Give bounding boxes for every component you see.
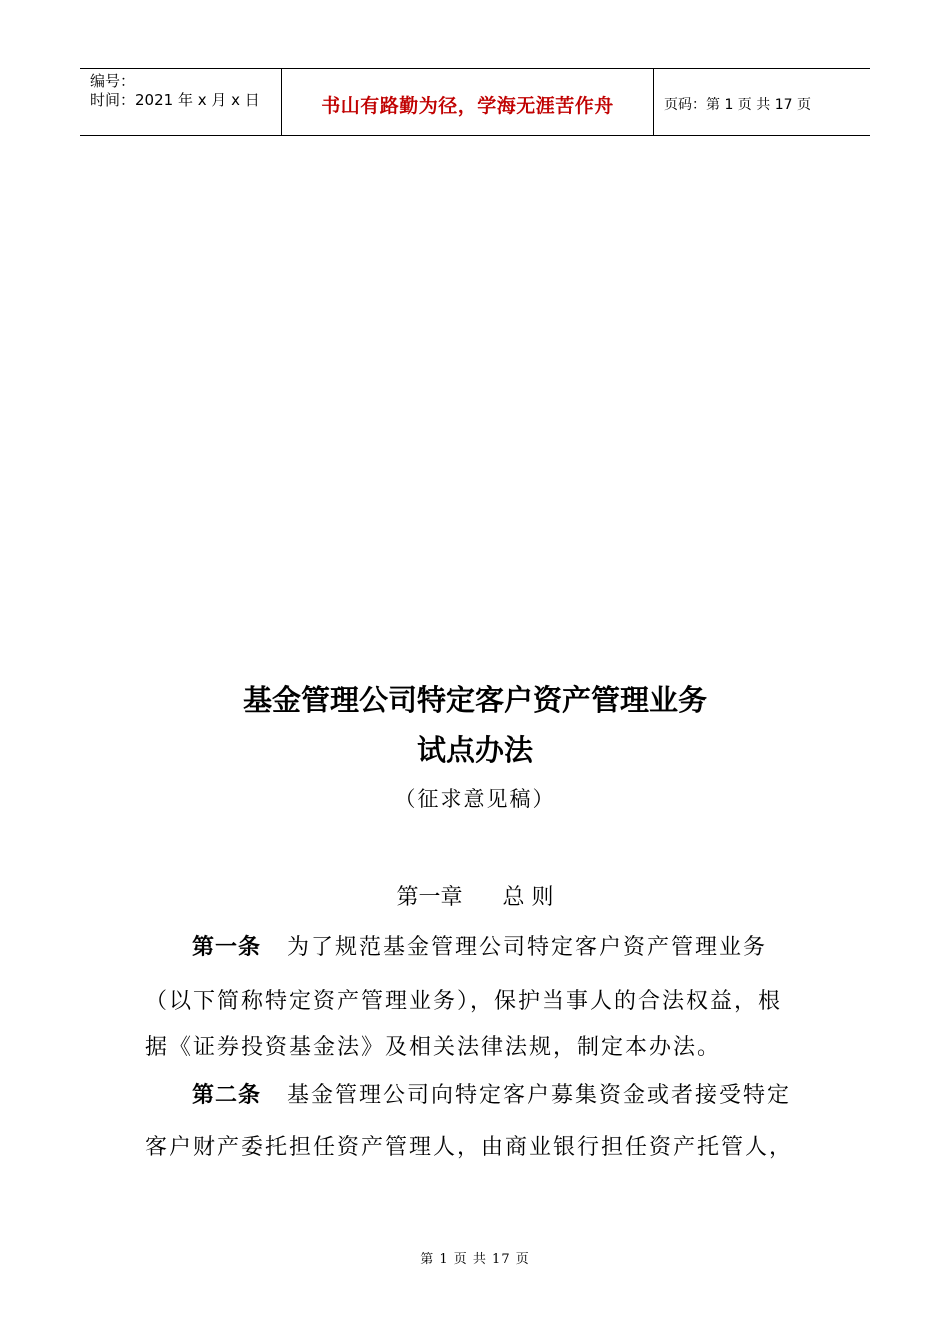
document-title-line-1: 基金管理公司特定客户资产管理业务 (242, 683, 707, 717)
document-title-line-2: 试点办法 (416, 733, 533, 767)
article2-line1 (192, 1078, 791, 1109)
document-time-label: 时间：2021 年 x 月 x 日 (90, 91, 260, 109)
chapter-number: 第一章 (396, 885, 463, 910)
article2-label: 第二条 (192, 1083, 262, 1108)
article2-line2: 客户财产委托担任资产管理人，由商业银行担任资产托管人， (145, 1135, 794, 1160)
article2-text-line1: 基金管理公司向特定客户募集资金或者接受特定 (287, 1083, 792, 1108)
header-right-cell (654, 69, 870, 135)
article1-line2: （以下简称特定资产管理业务），保护当事人的合法权益，根 (145, 989, 783, 1014)
header-page-info: 页码：第 1 页 共 17 页 (664, 97, 811, 113)
chapter-title: 总 则 (502, 885, 554, 910)
article1-label: 第一条 (192, 935, 262, 960)
article1-line3: 据《证券投资基金法》及相关法律法规，制定本办法。 (145, 1035, 722, 1060)
document-subtitle: （征求意见稿） (394, 787, 556, 811)
header-left-cell (80, 69, 281, 135)
document-number-label: 编号： (90, 72, 136, 90)
header-motto: 书山有路勤为径，学海无涯苦作舟 (321, 95, 614, 117)
article1-line1 (192, 930, 767, 961)
page-footer: 第 1 页 共 17 页 (420, 1252, 530, 1267)
article1-text-line1: 为了规范基金管理公司特定客户资产管理业务 (287, 935, 768, 960)
chapter-heading (0, 880, 950, 911)
page-header (80, 68, 870, 136)
header-middle-cell (281, 69, 654, 135)
